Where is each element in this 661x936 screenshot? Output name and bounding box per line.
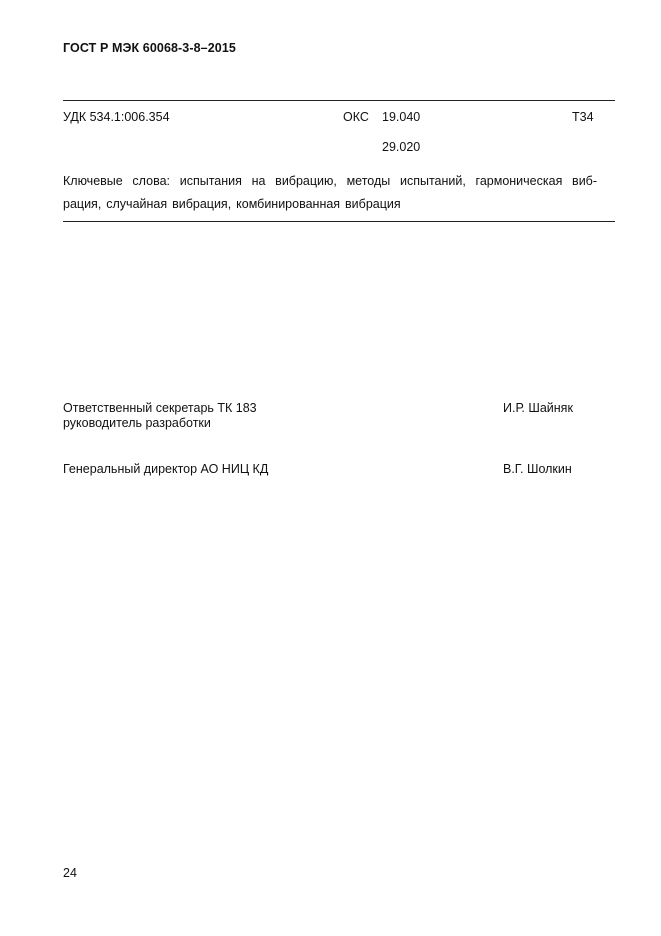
- udk-code: УДК 534.1:006.354: [63, 110, 170, 124]
- category-code: Т34: [572, 110, 594, 124]
- top-divider: [63, 100, 615, 101]
- signature-role-line-2: руководитель разработки: [63, 416, 211, 430]
- document-id-header: ГОСТ Р МЭК 60068-3-8–2015: [63, 41, 236, 55]
- oks-code-1: 19.040: [382, 110, 421, 124]
- signature-role: [63, 401, 257, 431]
- keywords-paragraph: [63, 170, 597, 215]
- oks-code-2: 29.020: [382, 140, 421, 154]
- keywords-line-1: Ключевые слова: испытания на вибрацию, методы испытаний, гармоническая виб-: [63, 174, 597, 188]
- oks-label: ОКС: [343, 110, 369, 124]
- signature-role-line-1: Генеральный директор АО НИЦ КД: [63, 462, 269, 476]
- signature-role-line-1: Ответственный секретарь ТК 183: [63, 401, 257, 415]
- keywords-line-2: рация, случайная вибрация, комбинированная вибрация: [63, 196, 401, 211]
- bottom-divider: [63, 221, 615, 222]
- signature-name: И.Р. Шайняк: [503, 401, 573, 415]
- page-number: 24: [63, 866, 77, 880]
- signature-name: В.Г. Шолкин: [503, 462, 572, 476]
- signature-role: [63, 462, 268, 477]
